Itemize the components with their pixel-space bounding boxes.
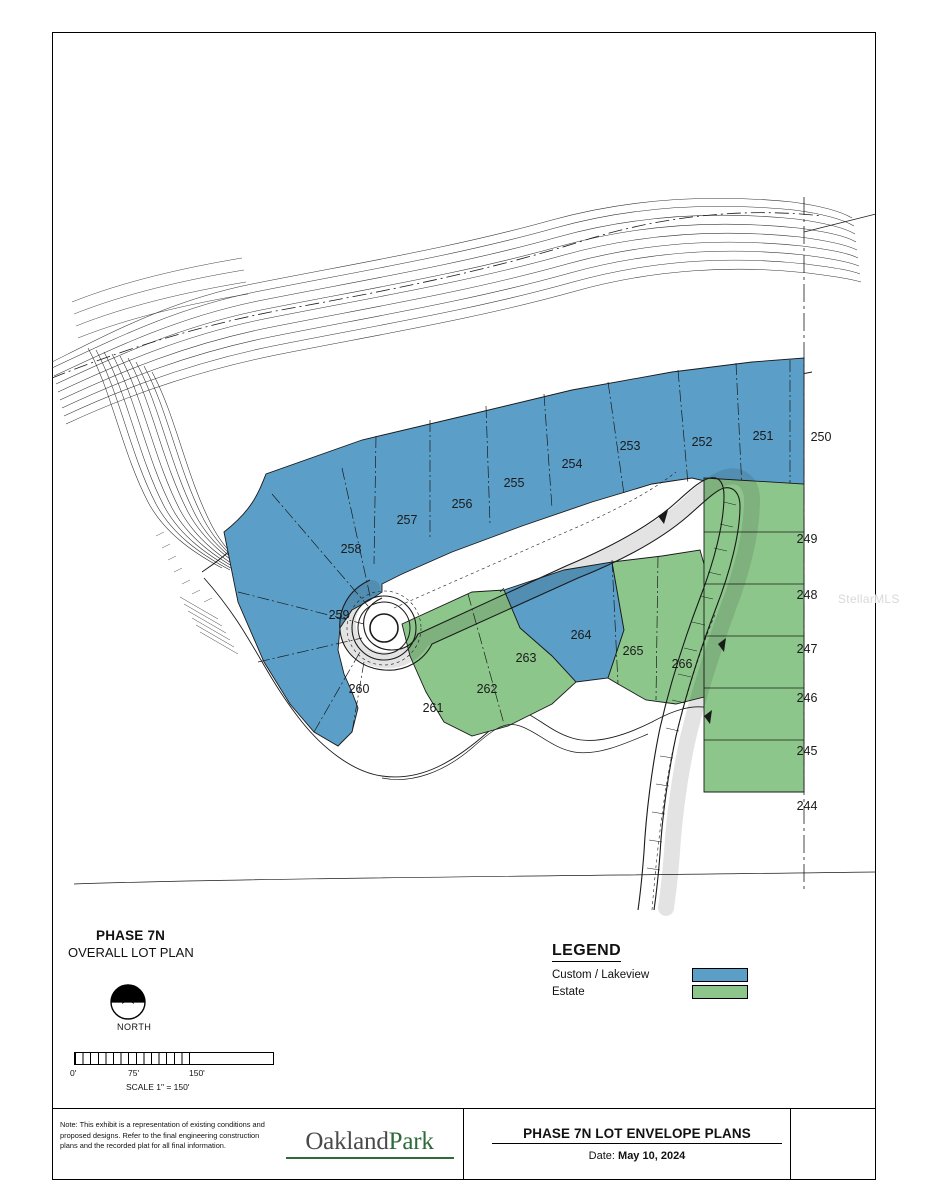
- lot-label-261: 261: [422, 701, 444, 715]
- lot-label-263: 263: [515, 651, 537, 665]
- lot-label-254: 254: [561, 457, 583, 471]
- sheet-date: [492, 1150, 782, 1162]
- scale-max: 150': [189, 1068, 205, 1078]
- lot-label-253: 253: [619, 439, 641, 453]
- oakland-park-logo: [282, 1128, 457, 1159]
- north-label: NORTH: [117, 1022, 152, 1032]
- watermark: StellarMLS: [838, 592, 900, 606]
- legend-item-estate: [552, 983, 748, 1000]
- scale-bar-plain: [190, 1052, 274, 1065]
- scale-mid: 75': [128, 1068, 140, 1078]
- legend-swatch-custom-lakeview: [692, 968, 748, 982]
- wetland-line: [382, 724, 648, 779]
- title-block-divider-1: [463, 1108, 464, 1180]
- lot-label-264: 264: [570, 628, 592, 642]
- sheet-date-label: Date:: [588, 1150, 615, 1162]
- lot-label-251: 251: [752, 429, 774, 443]
- lot-label-257: 257: [396, 513, 418, 527]
- lot-label-250: 250: [810, 430, 832, 444]
- lot-label-249: 249: [796, 532, 818, 546]
- scale-zero: 0': [70, 1068, 77, 1078]
- phase-title: PHASE 7N: [96, 928, 166, 943]
- lot-label-256: 256: [451, 497, 473, 511]
- hatch-block: [180, 597, 238, 654]
- legend-title: LEGEND: [552, 942, 621, 962]
- north-arrow-icon: [108, 982, 148, 1022]
- lot-label-247: 247: [796, 642, 818, 656]
- lot-label-259: 259: [328, 608, 350, 622]
- scale-caption: SCALE 1" = 150': [126, 1082, 190, 1092]
- scale-bar-hatch: [74, 1052, 190, 1065]
- legend-label-custom-lakeview: Custom / Lakeview: [552, 968, 650, 981]
- logo-word-two: Park: [388, 1128, 434, 1155]
- title-block-divider-2: [790, 1108, 791, 1180]
- lot-label-266: 266: [671, 657, 693, 671]
- contour-ticks: [156, 532, 212, 602]
- lot-label-246: 246: [796, 691, 818, 705]
- sheet-date-value: May 10, 2024: [618, 1150, 686, 1162]
- logo-wordmark: [282, 1128, 457, 1156]
- lot-label-252: 252: [691, 435, 713, 449]
- lot-label-265: 265: [622, 644, 644, 658]
- legend-label-estate: Estate: [552, 985, 585, 998]
- logo-word-one: Oakland: [305, 1128, 389, 1155]
- lot-label-258: 258: [340, 542, 362, 556]
- phase-subtitle: OVERALL LOT PLAN: [68, 945, 194, 960]
- lot-label-248: 248: [796, 588, 818, 602]
- lot-label-255: 255: [503, 476, 525, 490]
- slope-hatch-left: [72, 258, 248, 338]
- legend-swatch-estate: [692, 985, 748, 999]
- sheet-title: PHASE 7N LOT ENVELOPE PLANS: [492, 1126, 782, 1144]
- lot-label-262: 262: [476, 682, 498, 696]
- logo-underline: [286, 1157, 454, 1159]
- lot-label-245: 245: [796, 744, 818, 758]
- lot-label-244: 244: [796, 799, 818, 813]
- legend: [552, 942, 748, 1000]
- band-centerline: [52, 213, 822, 378]
- exhibit-note: Note: This exhibit is a representation of existing conditions and proposed designs. Refer to the final engineering construction plans and the recorded plat for all final information.: [60, 1120, 265, 1151]
- lot-plan-drawing: [52, 32, 876, 1180]
- lot-label-260: 260: [348, 682, 370, 696]
- legend-item-custom-lakeview: [552, 966, 748, 983]
